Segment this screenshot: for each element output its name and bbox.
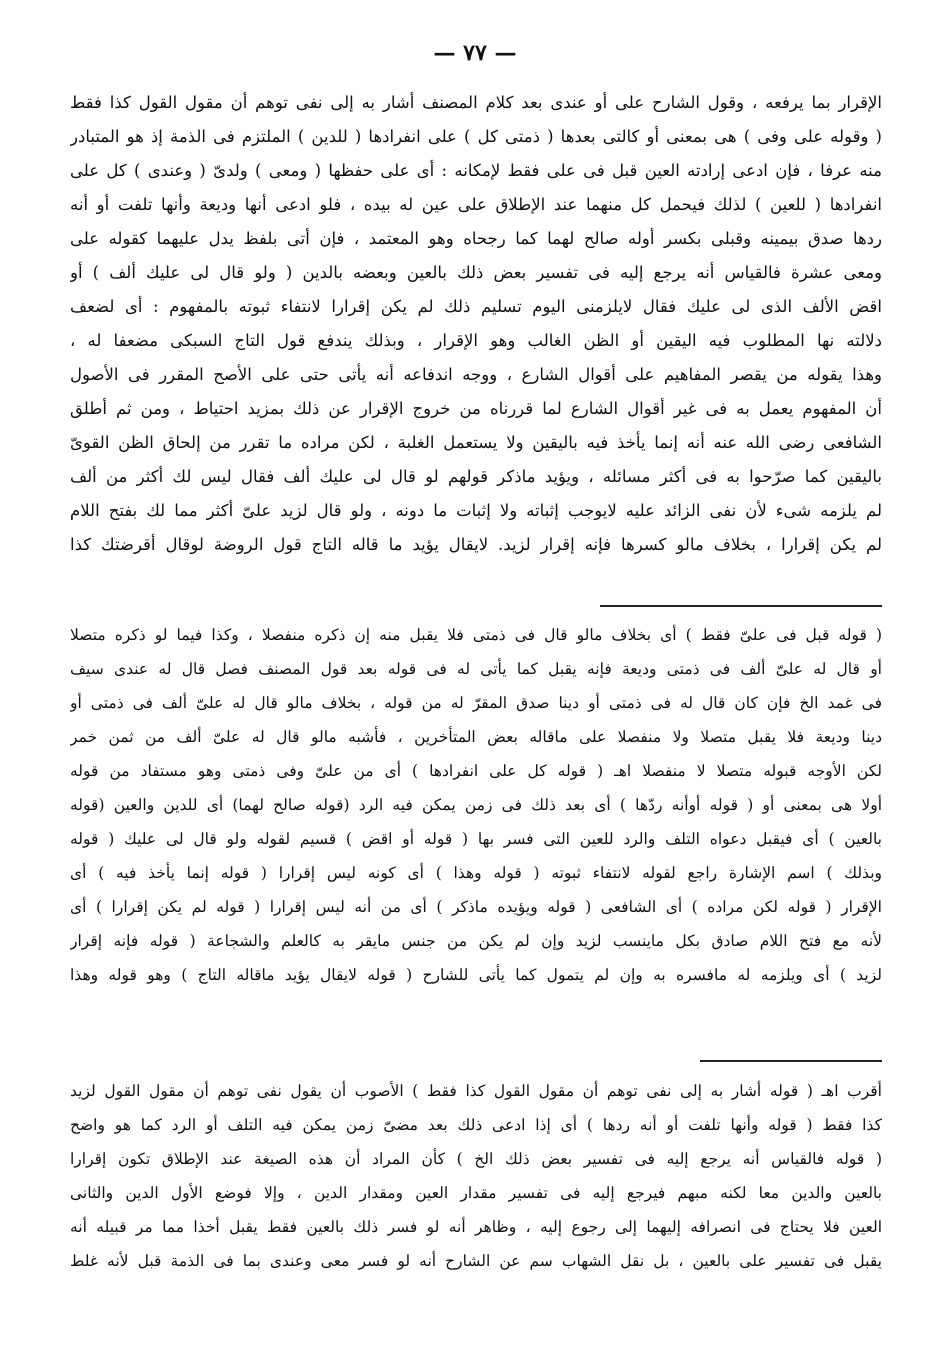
main-text-line: ردها صدق بيمينه وقبلى بكسر أوله صالح لهما كما رجحاه وهو المعتمد ، فإن أتى بلفظ يدل عليهما كقوله على bbox=[70, 229, 882, 248]
main-text-line: منه عرفا ، فإن ادعى إرادته العين قبل فى على فقط لإمكانه : أى على حفظها ( ومعى ) ولدىّ ( وعندى ) كل على bbox=[70, 161, 882, 180]
main-text-line: لم يلزمه شىء لأن نفى الزائد عليه لايوجب إثباته ولا إثبات ما دونه ، ولو قال لزيد علىّ أكثر مما لك بفتح اللام bbox=[70, 501, 882, 520]
main-text-line: باليقين كما صرّحوا به فى أكثر مسائله ، ويؤيد ماذكر قولهم لو قال لى عليك ألف فقال ليس لك أكثر من ألف bbox=[70, 467, 882, 486]
note-line: لكن الأوجه قبوله متصلا لا منفصلا اهـ ( قوله كل على انفرادها ) أى من علىّ وفى ذمتى وهو مستفاد من قوله bbox=[70, 762, 882, 780]
note-line: لزيد ) أى ويلزمه له مافسره به وإن لم يتمول كما يأتى للشارح ( قوله لايقال يؤيد ماقاله التاج ) وهو قوله وهذا bbox=[70, 966, 882, 984]
main-text-line: الشافعى رضى الله عنه أنه إنما يأخذ فيه باليقين ولا يستعمل الغلبة ، لكن مراده ما تقرر من إلحاق الظن القوىّ bbox=[70, 433, 882, 452]
note-line: دينا وديعة فلا يقبل متصلا ولا منفصلا على ماقاله بعض المتأخرين ، فأشبه مالو قال له علىّ ألف من ثمن خمر bbox=[70, 728, 882, 746]
note-line: العين فلا يحتاج فى انصرافه إليهما إلى رجوع إليه ، وظاهر أنه لو فسر ذلك بالعين فقط يقبل أخذا مما مر قبيله أنه bbox=[70, 1218, 882, 1236]
footnote-divider bbox=[600, 605, 882, 607]
note-line: لأنه مع فتح اللام صادق بكل ماينسب لزيد وإن لم يكن من جنس مايقر به كالعلم والشجاعة ( قوله فإنه إقرار bbox=[70, 932, 882, 950]
footnote-divider bbox=[700, 1060, 882, 1062]
note-line: فى غمد الخ فإن كان قال له فى ذمتى أو دينا صدق المقرّ له من قوله ، بخلاف مالو قال له علىّ ألف فى ذمتى أو bbox=[70, 694, 882, 712]
note-line: كذا فقط ( قوله وأنها تلفت أو أنه ردها ) أى إذا ادعى ذلك بعد مضىّ زمن يمكن فيه التلف أو الرد كما هو واضح bbox=[70, 1116, 882, 1134]
main-text bbox=[70, 86, 882, 562]
main-text-line: ( وقوله على وفى ) هى بمعنى أو كالتى بعدها ( ذمتى كل ) على انفرادها ( للدين ) الملتزم فى الذمة إذ هو المتبادر bbox=[70, 127, 882, 146]
page-number: — ٧٧ — bbox=[433, 40, 517, 66]
note-line: أولا هى بمعنى أو ( قوله أوأنه ردّها ) أى بعد ذلك فى زمن يمكن فيه الرد (قوله صالح لهما) أى للدين والعين (قوله bbox=[70, 796, 882, 814]
note-line: ( قوله قبل فى علىّ فقط ) أى بخلاف مالو قال فى ذمتى فلا يقبل منه إن ذكره منفصلا ، وكذا فيما لو ذكره متصلا bbox=[70, 626, 882, 644]
main-text-line: ومعى عشرة فالقياس أنه يرجع إليه فى تفسير بعض ذلك بالعين وبعضه بالدين ( ولو قال لى عليك ألف ) أو bbox=[70, 263, 882, 282]
main-text-line: وهذا يقوله من يقصر المفاهيم على أقوال الشارع ، ووجه اندفاعه أنه يأتى حتى على الأصح المقرر فى الأصول bbox=[70, 365, 882, 384]
note-line: يقبل فى تفسير على بالعين ، بل نقل الشهاب سم عن الشارح أنه لو فسر معى وعندى بما فى الذمة قبل لأنه غلط bbox=[70, 1252, 882, 1270]
main-text-line: انفرادها ( للعين ) لذلك فيحمل كل منهما عند الإطلاق على عين له بيده ، فلو ادعى أنها وديعة وأنها تلفت أو أنه bbox=[70, 195, 882, 214]
main-text-line: اقض الألف الذى لى عليك فقال لايلزمنى اليوم تسليم ذلك لم يكن إقرارا لانتفاء ثبوته بالمفهوم : أى لضعف bbox=[70, 297, 882, 316]
note-line: أو قال له علىّ ألف فى ذمتى وديعة فإنه يقبل كما يأتى له فى قوله بعد قول المصنف فصل قال له عندى سيف bbox=[70, 660, 882, 678]
note-line: بالعين ) أى فيقبل دعواه التلف والرد للعين التى فسر بها ( قوله أو اقض ) قسيم لقوله ولو قال لى عليك ( قوله bbox=[70, 830, 882, 848]
note-line: أقرب اهـ ( قوله أشار به إلى نفى توهم أن مقول القول كذا فقط ) الأصوب أن يقول نفى توهم أن مقول القول لزيد bbox=[70, 1082, 882, 1100]
note-line: ( قوله فالقياس أنه يرجع إليه فى تفسير بعض ذلك الخ ) كأن المراد أن هذه الصيغة عند الإطلاق تكون إقرارا bbox=[70, 1150, 882, 1168]
commentary-notes-first bbox=[70, 618, 882, 992]
main-text-line: دلالته نها المطلوب فيه اليقين أو الظن الغالب وهو الإقرار ، وبذلك يندفع قول التاج السبكى مضعفا له ، bbox=[70, 331, 882, 350]
note-line: وبذلك ) اسم الإشارة راجع لقوله لانتفاء ثبوته ( قوله وهذا ) أى كونه ليس إقرارا ( قوله إنما يأخذ فيه ) أى bbox=[70, 864, 882, 882]
main-text-line: الإقرار بما يرفعه ، وقول الشارح على أو عندى بعد كلام المصنف أشار به إلى نفى توهم أن مقول القول كذا فقط bbox=[70, 93, 882, 112]
main-text-line: لم يكن إقرارا ، بخلاف مالو كسرها فإنه إقرار لزيد. لايقال يؤيد ما قاله التاج قول الروضة لوقال أقرضتك كذا bbox=[70, 535, 882, 554]
main-text-line: أن المفهوم يعمل به فى غير أقوال الشارع لما قررناه من خروج الإقرار عن ذلك بمزيد احتياط ، ومن ثم أطلق bbox=[70, 399, 882, 418]
note-line: بالعين والدين معا لكنه مبهم فيرجع إليه فى تفسير مقدار العين ومقدار الدين ، وإلا فوضع الأول الدين والثانى bbox=[70, 1184, 882, 1202]
commentary-notes-second bbox=[70, 1074, 882, 1278]
note-line: الإقرار ( قوله لكن مراده ) أى الشافعى ( قوله ويؤيده ماذكر ) أى من أنه ليس إقرارا ( قوله لم يكن إقرارا ) أى bbox=[70, 898, 882, 916]
